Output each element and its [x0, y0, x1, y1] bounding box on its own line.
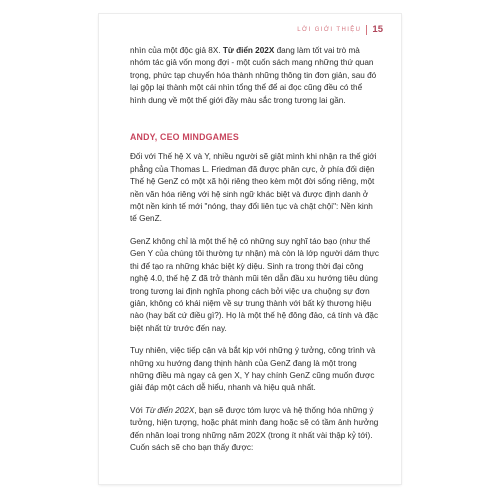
book-title-italic: Từ điển 202X	[144, 405, 195, 415]
paragraph-book-overview-text-a: Với	[130, 405, 145, 415]
running-head-divider	[366, 25, 367, 35]
paragraph-intro-text-a: nhìn của một độc giả 8X.	[130, 46, 223, 55]
section-heading: ANDY, CEO MINDGAMES	[130, 132, 239, 143]
paragraph-trends: Tuy nhiên, việc tiếp cận và bắt kịp với những ý tưởng, công trình và những xu hướng đang thịnh hành của GenZ đang là một trong những điều mà ngay cả gen X, Y hay chính GenZ cũng muốn được giải đáp một cách dễ hiểu, nhanh và hiệu quả nhất.	[130, 346, 376, 393]
paragraph-book-overview-text-c: , bạn sẽ được tóm lược và hệ thống hóa những ý tưởng, hiện tượng, hoặc phát minh đang hoặc sẽ có tầm ảnh hưởng đến nhân loại trong những năm 202X (trong ít nhất vài thập kỷ tới). Cuốn sách sẽ cho bạn thấy được:	[130, 405, 379, 452]
book-page	[99, 14, 401, 484]
page-number: 15	[372, 24, 383, 35]
page-body	[130, 45, 380, 464]
running-head	[297, 24, 383, 35]
paragraph-book-overview	[130, 405, 380, 455]
book-title-bold: Từ điển 202X	[222, 46, 275, 55]
running-head-title: LỜI GIỚI THIỆU	[297, 26, 362, 33]
paragraph-genz-bold-ideas: GenZ không chỉ là một thế hệ có những suy nghĩ táo bạo (như thế Gen Y của chúng tôi thường tự nhận) mà còn là lớp người dám thực thi để tạo ra những khác biệt kỳ diệu. Sinh ra trong thời đại công nghệ 4.0, thế hệ Z đã trở thành mũi tên dẫn đầu xu hướng tiêu dùng trong tương lai định nghĩa phong cách bởi việc ưa chuộng sự đơn giản, không có khái niệm về sự trung thành với bất kỳ thương hiệu nào (hay bất cứ điều gì?). Họ là một thế hệ đông đảo, cá tính và đặc biệt nhất từ trước đến nay.	[130, 236, 379, 333]
paragraph-genz-society: Đối với Thế hệ X và Y, nhiều người sẽ giật mình khi nhận ra thế giới phẳng của Thomas L. Friedman đã được phân cực, ở phía đối diện Thế hệ GenZ có một xã hội riêng theo kèm một đời sống riêng, một nền văn hóa riêng với hệ sinh ngữ khác biệt và được định danh ở một nền kinh tế mới "nóng, thay đổi liên tục và chật chội": Nền kinh tế GenZ.	[130, 152, 377, 224]
paragraph-intro	[130, 45, 380, 107]
paragraph-intro-text-c: đang làm tốt vai trò mà nhóm tác giả vốn mong đợi - một cuốn sách mang những thứ quan trọng, phức tạp chuyển hóa thành những thông tin đơn giản, sau đó lại gộp lại thành một cái nhìn tổng thể để ai đọc cũng đều có thể hình dung về một thế giới đầy màu sắc trong tương lai gần.	[130, 46, 377, 105]
